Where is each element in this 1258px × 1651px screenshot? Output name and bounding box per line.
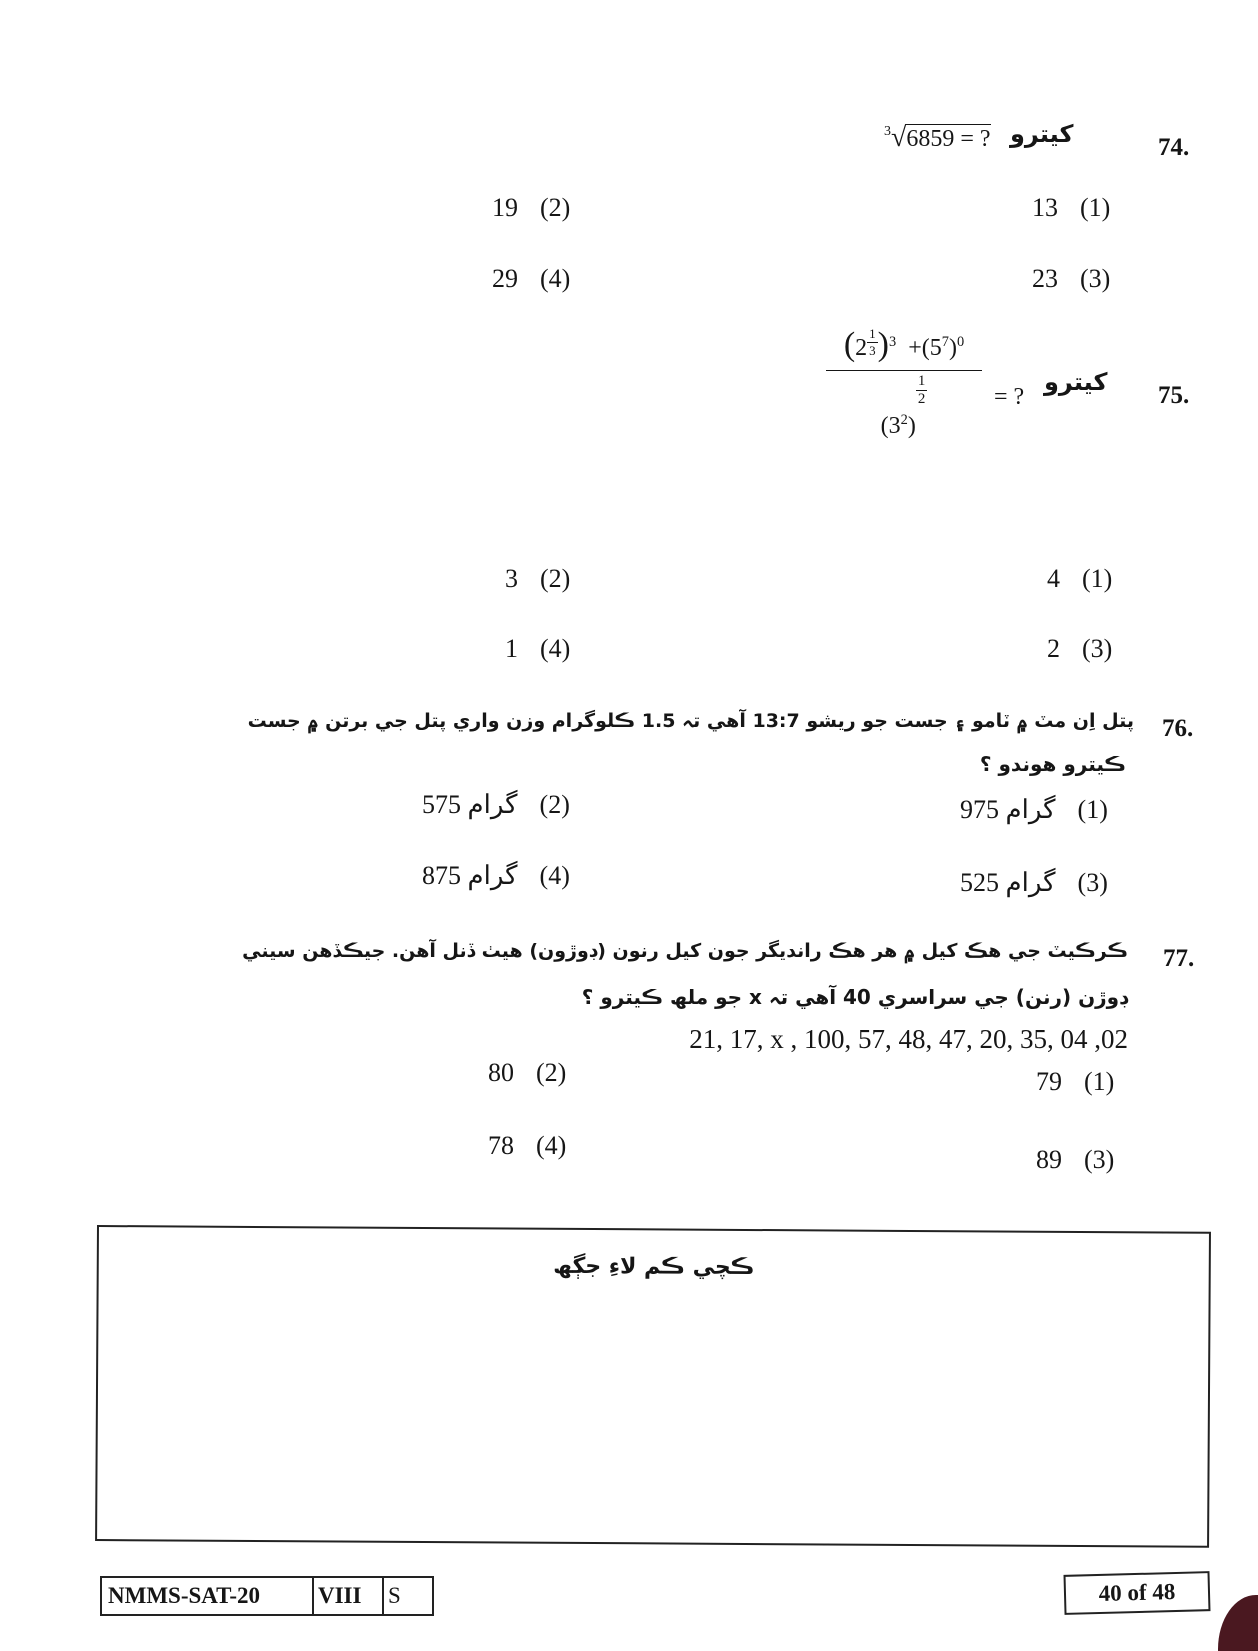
radical-icon: √ (891, 122, 907, 153)
option-2[interactable]: 19 (2) (492, 193, 571, 222)
root-index: 3 (884, 124, 891, 139)
fraction-denominator: $(3^2)$ $^{\frac{1}{2}}$ (880, 373, 926, 439)
option-2[interactable]: 80 (2) (488, 1058, 567, 1087)
option-4[interactable]: 29 (4) (492, 264, 571, 293)
data-series: 21, 17, x , 100, 57, 48, 47, 20, 35, 04 ,02 (689, 1024, 1128, 1054)
option-2[interactable]: 3 (2) (505, 564, 571, 593)
question-number: 77. (1163, 945, 1195, 972)
rough-work-box (95, 1225, 1211, 1548)
cube-root-expression (884, 122, 991, 154)
question-number: 74. (1158, 134, 1190, 161)
option-1[interactable]: 975 گرام (1) (960, 795, 1108, 824)
option-2[interactable]: 575 گرام (2) (422, 790, 570, 819)
radicand: 6859 = ? (906, 126, 991, 152)
option-1[interactable]: 79 (1) (1036, 1067, 1115, 1096)
page-number: 40 of 48 (1064, 1571, 1211, 1615)
page-corner-shadow (1218, 1595, 1258, 1651)
language-code: S (388, 1583, 401, 1608)
option-3[interactable]: 525 گرام (3) (960, 868, 1108, 897)
question-text-line-1: پتل اِن مٽ ۾ ٽامو ۽ جست جو ريشو 13:7 آهي تہ 1.5 ڪلوگرام وزن واري پتل جي برتن ۾ جست (247, 710, 1134, 732)
rough-work-title: ڪچي ڪم لاءِ جڳھ (553, 1253, 755, 1281)
option-3[interactable]: 89 (3) (1036, 1145, 1115, 1174)
fraction-numerator: (2 $^{\frac{1}{3}}$ )$^3 +(5^7)^0$ (826, 326, 982, 371)
option-3[interactable]: 23 (3) (1032, 264, 1111, 293)
option-3[interactable]: 2 (3) (1047, 634, 1113, 663)
question-text-line-2: ڊوڙن (رنن) جي سراسري 40 آهي تہ x جو ملھ ڪيترو ؟ (581, 985, 1128, 1009)
option-4[interactable]: 1 (4) (505, 634, 571, 663)
option-1[interactable]: 4 (1) (1047, 564, 1113, 593)
equals-question: = ? (994, 384, 1025, 410)
question-number: 75. (1158, 382, 1190, 409)
question-number: 76. (1162, 715, 1194, 742)
option-4[interactable]: 875 گرام (4) (422, 861, 570, 890)
fraction-expression (826, 326, 982, 439)
paper-code: NMMS-SAT-20 (102, 1578, 314, 1614)
option-4[interactable]: 78 (4) (488, 1131, 567, 1160)
footer-code-box (100, 1576, 434, 1616)
option-1[interactable]: 13 (1) (1032, 193, 1111, 222)
question-text-line-1: ڪرڪيٽ جي هڪ کيل ۾ هر هڪ رانديگر جون کيل رنون (ڊوڙون) هيٺ ڏنل آهن. جيڪڏهن سيني (242, 940, 1128, 962)
question-prompt: كيترو (1010, 120, 1074, 148)
question-text-line-2: ڪيترو هوندو ؟ (979, 752, 1126, 776)
question-prompt: كيترو (1044, 368, 1108, 396)
class-label: VIII (314, 1578, 384, 1614)
